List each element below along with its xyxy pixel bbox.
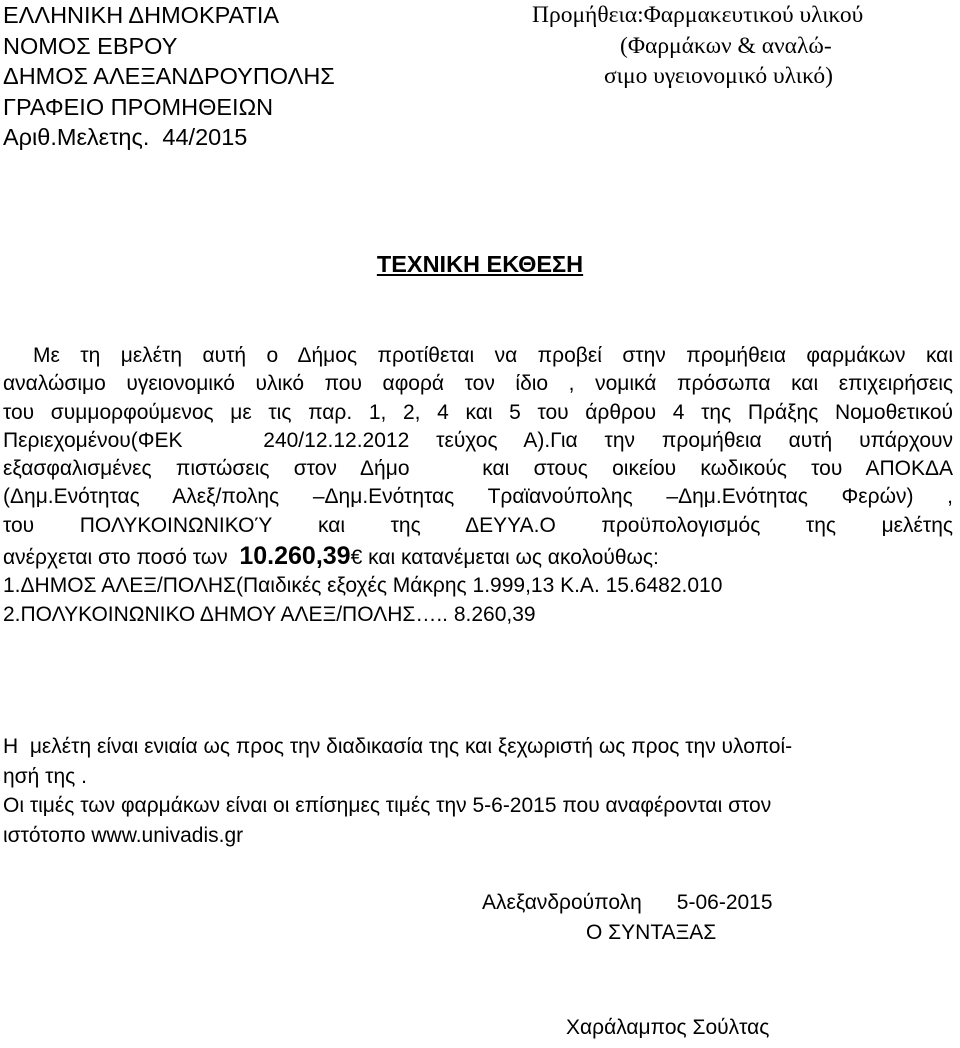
paragraph-line: Με τη μελέτη αυτή ο Δήμος προτίθεται να προβεί στην προμήθεια φαρμάκων και xyxy=(33,344,953,367)
paragraph-line: του ΠΟΛΥΚΟΙΝΩΝΙΚΟΎ και της ΔΕΥΥΑ.Ο προϋπολογισμός της μελέτης xyxy=(3,513,953,537)
office-line: ΓΡΑΦΕΙΟ ΠΡΟΜΗΘΕΙΩΝ xyxy=(3,93,274,120)
author-role: Ο ΣΥΝΤΑΞΑΣ xyxy=(586,920,717,944)
paragraph-line: εξασφαλισμένες πιστώσεις στον Δήμο και στους οικείου κωδικούς του ΑΠΟΚΔΑ xyxy=(3,457,953,481)
subject-line-3: σιμο υγειονομικό υλικό) xyxy=(604,63,833,89)
subject-line-1: Προμήθεια:Φαρμακευτικού υλικού xyxy=(532,2,864,28)
issuer-header xyxy=(3,0,335,153)
author-name: Χαράλαμπος Σούλτας xyxy=(566,1016,770,1039)
notes-line: Οι τιμές των φαρμάκων είναι οι επίσημες τιμές την 5-6-2015 που αναφέρονται στον xyxy=(3,794,772,817)
municipality-line: ΔΗΜΟΣ ΑΛΕΞΑΝΔΡΟΥΠΟΛΗΣ xyxy=(3,63,335,89)
document-title: ΤΕΧΝΙΚΗ ΕΚΘΕΣΗ xyxy=(376,251,584,277)
subject-line-2: (Φαρμάκων & αναλώ- xyxy=(620,32,832,59)
notes-line: ιστότοπο www.univadis.gr xyxy=(3,823,244,847)
signature-block xyxy=(482,888,922,947)
budget-amount: 10.260,39 xyxy=(239,542,351,571)
paragraph-line: αναλώσιμο υγειονομικό υλικό που αφορά τον ίδιο , νομικά πρόσωπα και επιχειρήσεις xyxy=(3,372,953,396)
country-line: ΕΛΛΗΝΙΚΗ ΔΗΜΟΚΡΑΤΙΑ xyxy=(3,2,280,28)
budget-suffix: € και κατανέμεται ως ακολούθως: xyxy=(350,546,659,570)
paragraph-line: Περιεχομένου(ΦΕΚ 240/12.12.2012 τεύχος Α).Για την προμήθεια αυτή υπάρχουν xyxy=(3,428,953,452)
notes-paragraph xyxy=(3,732,953,850)
paragraph-line: του συμμορφούμενος με τις παρ. 1, 2, 4 και 5 του άρθρου 4 της Πράξης Νομοθετικού xyxy=(3,400,953,424)
notes-line: ησή της . xyxy=(3,764,87,788)
main-paragraph xyxy=(3,342,953,629)
prefecture-line: ΝΟΜΟΣ ΕΒΡΟΥ xyxy=(3,32,178,59)
allocation-item-1: 1.ΔΗΜΟΣ ΑΛΕΞ/ΠΟΛΗΣ(Παιδικές εξοχές Μάκρης 1.999,13 Κ.Α. 15.6482.010 xyxy=(3,574,723,598)
study-number-line: Αριθ.Μελετης. 44/2015 xyxy=(3,124,248,150)
subject-header xyxy=(532,0,952,92)
paragraph-line: (Δημ.Ενότητας Αλεξ/πολης –Δημ.Ενότητας Τραϊανούπολης –Δημ.Ενότητας Φερών) , xyxy=(3,485,953,509)
budget-prefix: ανέρχεται στο ποσό των xyxy=(3,546,240,570)
allocation-item-2: 2.ΠΟΛΥΚΟΙΝΩΝΙΚΟ ΔΗΜΟΥ ΑΛΕΞ/ΠΟΛΗΣ….. 8.260,39 xyxy=(3,602,536,626)
notes-line: Η μελέτη είναι ενιαία ως προς την διαδικασία της και ξεχωριστή ως προς την υλοποί- xyxy=(3,735,793,758)
budget-line xyxy=(3,542,953,572)
place-date: Αλεξανδρούπολη 5-06-2015 xyxy=(482,891,773,914)
